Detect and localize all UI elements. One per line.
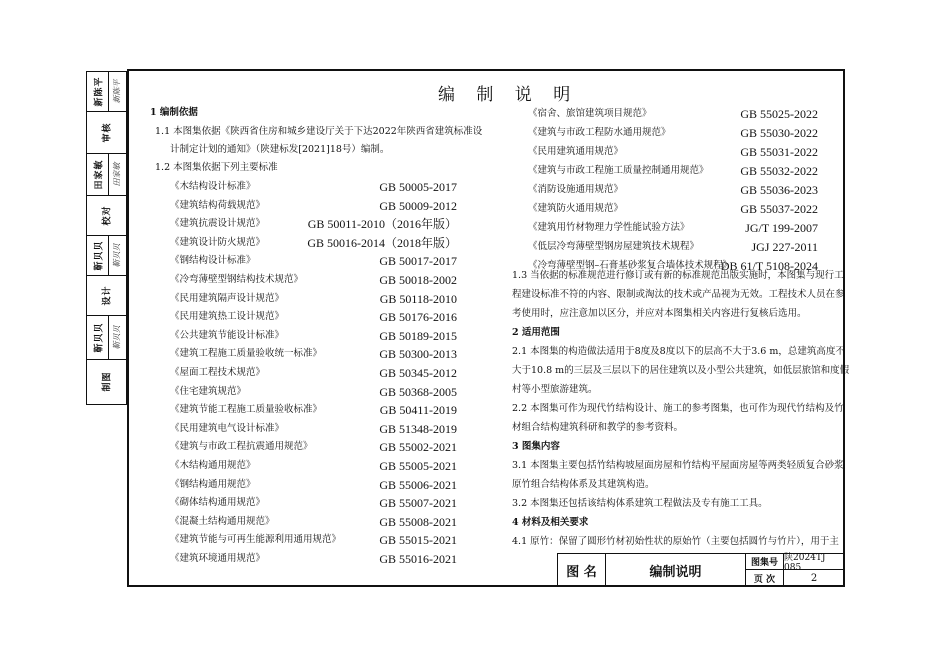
standard-name: 《民用建筑电气设计标准》 xyxy=(170,422,285,434)
paragraph-line: 4.1 原竹：保留了圆形竹材初始性状的原始竹（主要包括圆竹与竹片），用于主 xyxy=(512,536,839,547)
signature-mark: 田家敏 xyxy=(112,162,122,187)
title-block xyxy=(557,553,845,587)
standard-code: GB 55006-2021 xyxy=(379,477,457,492)
standard-code: JG/T 199-2007 xyxy=(745,221,818,235)
standard-name: 《建筑结构荷载规范》 xyxy=(170,199,266,211)
standard-name: 《建筑与市政工程抗震通用规范》 xyxy=(170,441,313,453)
paragraph-line: 考使用时，应注意加以区分，并应对本图集相关内容进行复核后选用。 xyxy=(512,308,807,319)
title-block-label: 图 名 xyxy=(558,554,606,586)
standard-code: GB 55037-2022 xyxy=(740,202,818,216)
section-heading: 1 编制依据 xyxy=(150,107,198,118)
sidebar-label: 新陈平 xyxy=(94,76,105,107)
sidebar-cell xyxy=(87,276,126,316)
standard-code: GB 50176-2016 xyxy=(379,310,457,325)
standard-name: 《混凝土结构通用规范》 xyxy=(170,515,275,527)
paragraph-line: 3.2 本图集还包括该结构体系建筑工程做法及专有施工工具。 xyxy=(512,498,768,509)
standard-name: 《砌体结构通用规范》 xyxy=(170,497,266,509)
paragraph-line: 1.1 本图集依据《陕西省住房和城乡建设厅关于下达2022年陕西省建筑标准设 xyxy=(155,126,483,137)
standard-name: 《钢结构设计标准》 xyxy=(170,255,256,267)
standard-name: 《建筑与市政工程防水通用规范》 xyxy=(528,127,671,138)
sidebar-label: 设计 xyxy=(102,285,113,306)
standard-code: GB 50368-2005 xyxy=(379,384,457,399)
page-number: 2 xyxy=(810,572,818,584)
paragraph-line: 1.3 当依据的标准规范进行修订或有新的标准规范出版实施时，本图集与现行工 xyxy=(512,270,844,281)
standard-code: GB 55015-2021 xyxy=(379,533,457,548)
signature-mark: 新陈平 xyxy=(112,79,122,104)
sidebar-label: 校对 xyxy=(102,205,113,226)
paragraph-line: 大于10.8 m的三层及三层以下的居住建筑以及小型公共建筑，如低层旅馆和度假 xyxy=(512,365,850,376)
sidebar-label: 靳贝贝 xyxy=(94,240,105,271)
paragraph-line: 村等小型旅游建筑。 xyxy=(512,384,598,395)
paragraph-line: 材组合结构建筑科研和教学的参考资料。 xyxy=(512,422,684,433)
sidebar-cell xyxy=(87,236,126,276)
sidebar-cell xyxy=(87,154,126,196)
sidebar-label: 制图 xyxy=(102,371,113,392)
standard-name: 《建筑用竹材物理力学性能试验方法》 xyxy=(528,222,690,233)
standard-name: 《建筑设计防火规范》 xyxy=(170,236,266,248)
paragraph-line: 1.2 本图集依据下列主要标准 xyxy=(155,162,278,173)
signature-mark: 靳贝贝 xyxy=(112,243,122,268)
standard-code: GB 50300-2013 xyxy=(379,347,457,362)
sidebar-cell xyxy=(87,72,126,112)
standard-code: DB 61/T 5108-2024 xyxy=(720,259,818,273)
standard-code: GB 50189-2015 xyxy=(379,328,457,343)
atlas-label: 图集号 xyxy=(746,554,784,570)
sidebar-cell xyxy=(87,196,126,236)
standard-code: GB 55031-2022 xyxy=(740,145,818,159)
standard-name: 《民用建筑热工设计规范》 xyxy=(170,311,285,323)
standard-code: GB 50009-2012 xyxy=(379,198,457,213)
standard-name: 《冷弯薄壁型钢结构技术规范》 xyxy=(170,274,304,285)
standard-code: GB 50118-2010 xyxy=(379,291,457,306)
standard-code: GB 50017-2017 xyxy=(379,254,457,269)
page-label: 页 次 xyxy=(746,570,784,586)
standard-code: GB 50005-2017 xyxy=(379,180,457,194)
standard-name: 《冷弯薄壁型钢–石膏基砂浆复合墙体技术规程》 xyxy=(528,260,733,271)
standard-code: GB 55007-2021 xyxy=(379,496,457,511)
paragraph-line: 2.2 本图集可作为现代竹结构设计、施工的参考图集，也可作为现代竹结构及竹 xyxy=(512,403,844,414)
sidebar-label: 靳贝贝 xyxy=(94,322,105,353)
standard-name: 《低层冷弯薄壁型钢房屋建筑技术规程》 xyxy=(528,241,700,252)
signature-sidebar xyxy=(86,71,127,405)
section-heading: 4 材料及相关要求 xyxy=(512,517,589,528)
paragraph-line: 2.1 本图集的构造做法适用于8度及8度以下的层高不大于3.6 m，总建筑高度不 xyxy=(512,346,845,357)
standard-code: GB 50018-2002 xyxy=(379,273,457,287)
sidebar-cell xyxy=(87,112,126,154)
section-heading: 3 图集内容 xyxy=(512,441,560,452)
standard-code: GB 55005-2021 xyxy=(379,459,457,473)
standard-name: 《建筑工程施工质量验收统一标准》 xyxy=(170,348,323,360)
sidebar-label: 田家敏 xyxy=(94,159,105,190)
standard-code: GB 55025-2022 xyxy=(740,107,818,121)
standard-name: 《消防设施通用规范》 xyxy=(528,184,624,195)
standard-name: 《宿舍、旅馆建筑项目规范》 xyxy=(528,108,652,119)
standard-name: 《建筑防火通用规范》 xyxy=(528,203,624,214)
standard-code: GB 55032-2022 xyxy=(740,164,818,178)
atlas-number: 陕2024TJ 085 xyxy=(784,554,844,570)
standard-name: 《建筑抗震设计规范》 xyxy=(170,218,266,230)
sidebar-cell xyxy=(87,360,126,403)
standard-code: JGJ 227-2011 xyxy=(751,240,818,254)
standard-code: GB 55030-2022 xyxy=(740,126,818,140)
standard-name: 《公共建筑节能设计标准》 xyxy=(170,329,285,341)
standard-name: 《建筑节能与可再生能源利用通用规范》 xyxy=(170,534,342,546)
paragraph-line: 程建设标准不符的内容、限制或淘汰的技术或产品视为无效。工程技术人员在参 xyxy=(512,289,845,300)
signature-mark: 靳贝贝 xyxy=(112,325,122,350)
standard-name: 《屋面工程技术规范》 xyxy=(170,367,266,378)
page-title: 编 制 说 明 xyxy=(438,85,579,105)
standard-code: GB 50411-2019 xyxy=(379,403,457,418)
standard-name: 《建筑与市政工程施工质量控制通用规范》 xyxy=(528,165,709,176)
sidebar-cell xyxy=(87,316,126,360)
standard-code: GB 50016-2014（2018年版） xyxy=(307,235,457,250)
standard-code: GB 50011-2010（2016年版） xyxy=(307,217,457,232)
standard-code: GB 55016-2021 xyxy=(379,552,457,566)
paragraph-line: 原竹组合结构体系及其建筑构造。 xyxy=(512,479,655,490)
standard-code: GB 55008-2021 xyxy=(379,514,457,529)
standard-name: 《建筑节能工程施工质量验收标准》 xyxy=(170,404,323,416)
standard-name: 《民用建筑隔声设计规范》 xyxy=(170,292,285,304)
standard-code: GB 55002-2021 xyxy=(379,440,457,455)
standard-name: 《民用建筑通用规范》 xyxy=(528,146,624,157)
section-heading: 2 适用范围 xyxy=(512,327,560,338)
standard-code: GB 55036-2023 xyxy=(740,183,818,197)
standard-name: 《建筑环境通用规范》 xyxy=(170,553,266,564)
paragraph-line: 计制定计划的通知》（陕建标发[2021]18号）编制。 xyxy=(170,144,390,155)
standard-name: 《木结构设计标准》 xyxy=(170,181,256,192)
drawing-name: 编制说明 xyxy=(606,554,746,586)
paragraph-line: 3.1 本图集主要包括竹结构坡屋面房屋和竹结构平屋面房屋等两类轻质复合砂浆 xyxy=(512,460,844,471)
sidebar-label: 审核 xyxy=(102,122,113,143)
standard-code: GB 50345-2012 xyxy=(379,366,457,380)
standard-name: 《木结构通用规范》 xyxy=(170,460,256,471)
standard-name: 《住宅建筑规范》 xyxy=(170,385,247,397)
standard-code: GB 51348-2019 xyxy=(379,421,457,436)
standard-name: 《钢结构通用规范》 xyxy=(170,478,256,490)
